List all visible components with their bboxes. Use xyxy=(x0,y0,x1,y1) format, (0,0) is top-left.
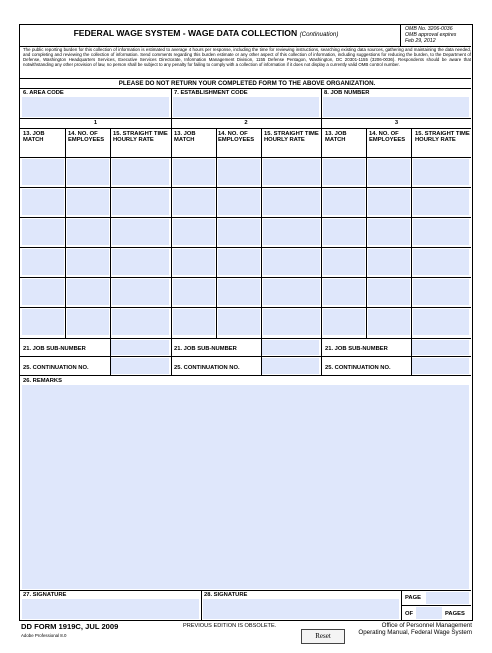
omb-expires: Feb 29, 2012 xyxy=(405,38,436,44)
g2-hourly-rate-field-row-1[interactable] xyxy=(263,159,320,185)
notice-rule xyxy=(20,78,471,79)
page-label: PAGE xyxy=(405,595,421,601)
g3-employees-field-row-5[interactable] xyxy=(368,279,410,305)
g1-hourly-rate-field-row-4[interactable] xyxy=(112,249,169,275)
signature-divider xyxy=(201,590,202,620)
col-line xyxy=(110,338,111,375)
form-title xyxy=(20,28,392,38)
g2-job-match-field-row-3[interactable] xyxy=(173,219,215,245)
g2-job-match-label: 13. JOB MATCH xyxy=(174,131,196,144)
omb-approval: OMB approval expires xyxy=(405,32,457,38)
pages-label: PAGES xyxy=(445,611,465,617)
omb-info xyxy=(405,26,473,44)
grid-row-rule xyxy=(20,217,471,218)
g1-hourly-rate-field-row-6[interactable] xyxy=(112,309,169,335)
page-rule xyxy=(401,605,471,606)
grid-row-rule xyxy=(20,187,471,188)
g3-hourly-rate-field-row-5[interactable] xyxy=(413,279,469,305)
g3-hourly-rate-field-row-1[interactable] xyxy=(413,159,469,185)
g3-employees-label: 14. NO. OF EMPLOYEES xyxy=(369,131,406,144)
office-info xyxy=(340,622,472,636)
form-title-text: FEDERAL WAGE SYSTEM - WAGE DATA COLLECTION xyxy=(73,28,298,38)
g3-continuation-label: 25. CONTINUATION NO. xyxy=(325,365,391,371)
page-field[interactable] xyxy=(426,592,469,604)
remarks-field[interactable] xyxy=(22,385,469,589)
g2-sub-number-label: 21. JOB SUB-NUMBER xyxy=(174,346,237,352)
g1-employees-field-row-4[interactable] xyxy=(67,249,109,275)
signature-28-label: 28. SIGNATURE xyxy=(204,592,248,598)
group-3-number: 3 xyxy=(394,120,399,126)
group-number-rule xyxy=(20,128,471,129)
office-line-1: Office of Personnel Management xyxy=(381,622,472,629)
g2-hourly-rate-field-row-5[interactable] xyxy=(263,279,320,305)
grid-row-rule xyxy=(20,307,471,308)
g3-employees-field-row-1[interactable] xyxy=(368,159,410,185)
g3-hourly-rate-field-row-4[interactable] xyxy=(413,249,469,275)
g2-hourly-rate-field-row-3[interactable] xyxy=(263,219,320,245)
g1-hourly-rate-field-row-1[interactable] xyxy=(112,159,169,185)
g2-job-match-field-row-4[interactable] xyxy=(173,249,215,275)
group-line xyxy=(321,118,322,375)
g2-sub-number-field[interactable] xyxy=(261,340,319,355)
of-pages-field[interactable] xyxy=(416,607,442,619)
g3-hourly-rate-field-row-6[interactable] xyxy=(413,309,469,335)
remarks-label: 26. REMARKS xyxy=(23,378,62,384)
g3-sub-number-label: 21. JOB SUB-NUMBER xyxy=(325,346,388,352)
g1-job-match-label: 13. JOB MATCH xyxy=(23,131,45,144)
g2-hourly-rate-field-row-6[interactable] xyxy=(263,309,320,335)
g3-sub-number-field[interactable] xyxy=(411,340,469,355)
g2-employees-field-row-1[interactable] xyxy=(218,159,260,185)
top-divider-2 xyxy=(321,88,322,118)
g1-hourly-rate-field-row-2[interactable] xyxy=(112,189,169,215)
g1-continuation-field[interactable] xyxy=(110,358,169,374)
establishment-code-field[interactable] xyxy=(173,97,319,117)
signature-27-field[interactable] xyxy=(22,599,199,619)
g3-hourly-rate-field-row-2[interactable] xyxy=(413,189,469,215)
g3-employees-field-row-4[interactable] xyxy=(368,249,410,275)
col-line xyxy=(411,128,412,338)
group-2-number: 2 xyxy=(244,120,248,126)
g1-employees-label: 14. NO. OF EMPLOYEES xyxy=(68,131,105,144)
col-line xyxy=(366,128,367,338)
g1-job-match-field-row-4[interactable] xyxy=(22,249,64,275)
continuation-rule xyxy=(20,375,471,376)
g3-employees-field-row-6[interactable] xyxy=(368,309,410,335)
col-line xyxy=(411,338,412,375)
g3-employees-field-row-2[interactable] xyxy=(368,189,410,215)
of-label: OF xyxy=(405,611,414,617)
wage-data-form xyxy=(19,24,473,621)
area-code-label: 6. AREA CODE xyxy=(23,90,64,96)
g1-job-match-field-row-6[interactable] xyxy=(22,309,64,335)
g2-employees-field-row-3[interactable] xyxy=(218,219,260,245)
g2-hourly-rate-label: 15. STRAIGHT TIME HOURLY RATE xyxy=(264,131,319,144)
g3-job-match-field-row-6[interactable] xyxy=(323,309,365,335)
g3-job-match-label: 13. JOB MATCH xyxy=(325,131,347,144)
col-line xyxy=(216,128,217,338)
g2-job-match-field-row-2[interactable] xyxy=(173,189,215,215)
g1-job-match-field-row-2[interactable] xyxy=(22,189,64,215)
top-fields-rule xyxy=(20,118,471,119)
g2-job-match-field-row-1[interactable] xyxy=(173,159,215,185)
col-line xyxy=(261,128,262,338)
form-title-suffix: (Continuation) xyxy=(299,31,339,38)
g1-hourly-rate-label: 15. STRAIGHT TIME HOURLY RATE xyxy=(113,131,168,144)
g1-employees-field-row-6[interactable] xyxy=(67,309,109,335)
g3-hourly-rate-field-row-3[interactable] xyxy=(413,219,469,245)
donot-rule xyxy=(20,88,471,89)
g3-hourly-rate-label: 15. STRAIGHT TIME HOURLY RATE xyxy=(415,131,470,144)
office-line-2: Operating Manual, Federal Wage System xyxy=(358,629,472,637)
g2-employees-label: 14. NO. OF EMPLOYEES xyxy=(218,131,255,144)
g3-job-match-field-row-5[interactable] xyxy=(323,279,365,305)
col-line xyxy=(110,128,111,338)
g3-employees-field-row-3[interactable] xyxy=(368,219,410,245)
g2-hourly-rate-field-row-2[interactable] xyxy=(263,189,320,215)
grid-row-rule xyxy=(20,247,471,248)
signature-28-field[interactable] xyxy=(203,599,399,619)
g3-job-match-field-row-2[interactable] xyxy=(323,189,365,215)
g3-job-match-field-row-4[interactable] xyxy=(323,249,365,275)
g1-hourly-rate-field-row-5[interactable] xyxy=(112,279,169,305)
obsolete-notice: PREVIOUS EDITION IS OBSOLETE. xyxy=(183,623,277,629)
job-number-field[interactable] xyxy=(323,97,469,117)
g2-continuation-label: 25. CONTINUATION NO. xyxy=(174,365,240,371)
g1-sub-number-label: 21. JOB SUB-NUMBER xyxy=(23,346,86,352)
g2-employees-field-row-5[interactable] xyxy=(218,279,260,305)
g1-hourly-rate-field-row-3[interactable] xyxy=(112,219,169,245)
g3-continuation-field[interactable] xyxy=(411,358,469,374)
area-code-field[interactable] xyxy=(22,97,169,117)
g2-employees-field-row-2[interactable] xyxy=(218,189,260,215)
reset-button[interactable]: Reset xyxy=(301,629,345,644)
g1-job-match-field-row-1[interactable] xyxy=(22,159,64,185)
software-version: Adobe Professional 8.0 xyxy=(21,633,67,638)
g1-employees-field-row-5[interactable] xyxy=(67,279,109,305)
g2-hourly-rate-field-row-4[interactable] xyxy=(263,249,320,275)
g2-continuation-field[interactable] xyxy=(261,358,319,374)
g1-sub-number-field[interactable] xyxy=(110,340,169,355)
col-line xyxy=(65,128,66,338)
remarks-rule xyxy=(20,590,471,591)
g3-job-match-field-row-1[interactable] xyxy=(323,159,365,185)
g1-job-match-field-row-5[interactable] xyxy=(22,279,64,305)
signature-27-label: 27. SIGNATURE xyxy=(23,592,67,598)
g2-job-match-field-row-6[interactable] xyxy=(173,309,215,335)
g1-job-match-field-row-3[interactable] xyxy=(22,219,64,245)
column-header-rule xyxy=(20,157,471,158)
do-not-return-notice: PLEASE DO NOT RETURN YOUR COMPLETED FORM TO THE ABOVE ORGANIZATION. xyxy=(118,80,376,87)
group-line xyxy=(171,118,172,375)
burden-notice: The public reporting burden for this collection of information is estimated to average 4 hours per response, including the time for reviewing instructions, searching existing data sources, gathering and maintaining the data needed, and completing and reviewing the collection of information. Send comments regarding this burden estimate or any other aspect of this collection of information, including suggestions for reducing the burden, to the Department of Defense, Washington Headquarters Services, Executive Services Directorate, Information Management Division, 1155 Defense Pentagon, Washington, DC 20301-1155 (3206-0036). Respondents should be aware that notwithstanding any other provision of law, no person shall be subject to any penalty for failing to comply with a collection of information if it does not display a currently valid OMB control number. xyxy=(23,47,471,67)
job-number-label: 8. JOB NUMBER xyxy=(324,90,370,96)
group-1-number: 1 xyxy=(93,120,98,126)
g2-employees-field-row-6[interactable] xyxy=(218,309,260,335)
sub-number-rule xyxy=(20,356,471,357)
header-divider xyxy=(400,25,401,46)
col-line xyxy=(261,338,262,375)
g2-employees-field-row-4[interactable] xyxy=(218,249,260,275)
omb-number: OMB No. 3206-0036 xyxy=(405,26,453,32)
top-divider-1 xyxy=(171,88,172,118)
g1-employees-field-row-3[interactable] xyxy=(67,219,109,245)
form-id: DD FORM 1919C, JUL 2009 xyxy=(21,622,119,631)
establishment-code-label: 7. ESTABLISHMENT CODE xyxy=(174,90,248,96)
g1-employees-field-row-1[interactable] xyxy=(67,159,109,185)
grid-bottom-rule xyxy=(20,338,471,339)
g1-continuation-label: 25. CONTINUATION NO. xyxy=(23,365,89,371)
g1-employees-field-row-2[interactable] xyxy=(67,189,109,215)
g2-job-match-field-row-5[interactable] xyxy=(173,279,215,305)
g3-job-match-field-row-3[interactable] xyxy=(323,219,365,245)
grid-row-rule xyxy=(20,277,471,278)
